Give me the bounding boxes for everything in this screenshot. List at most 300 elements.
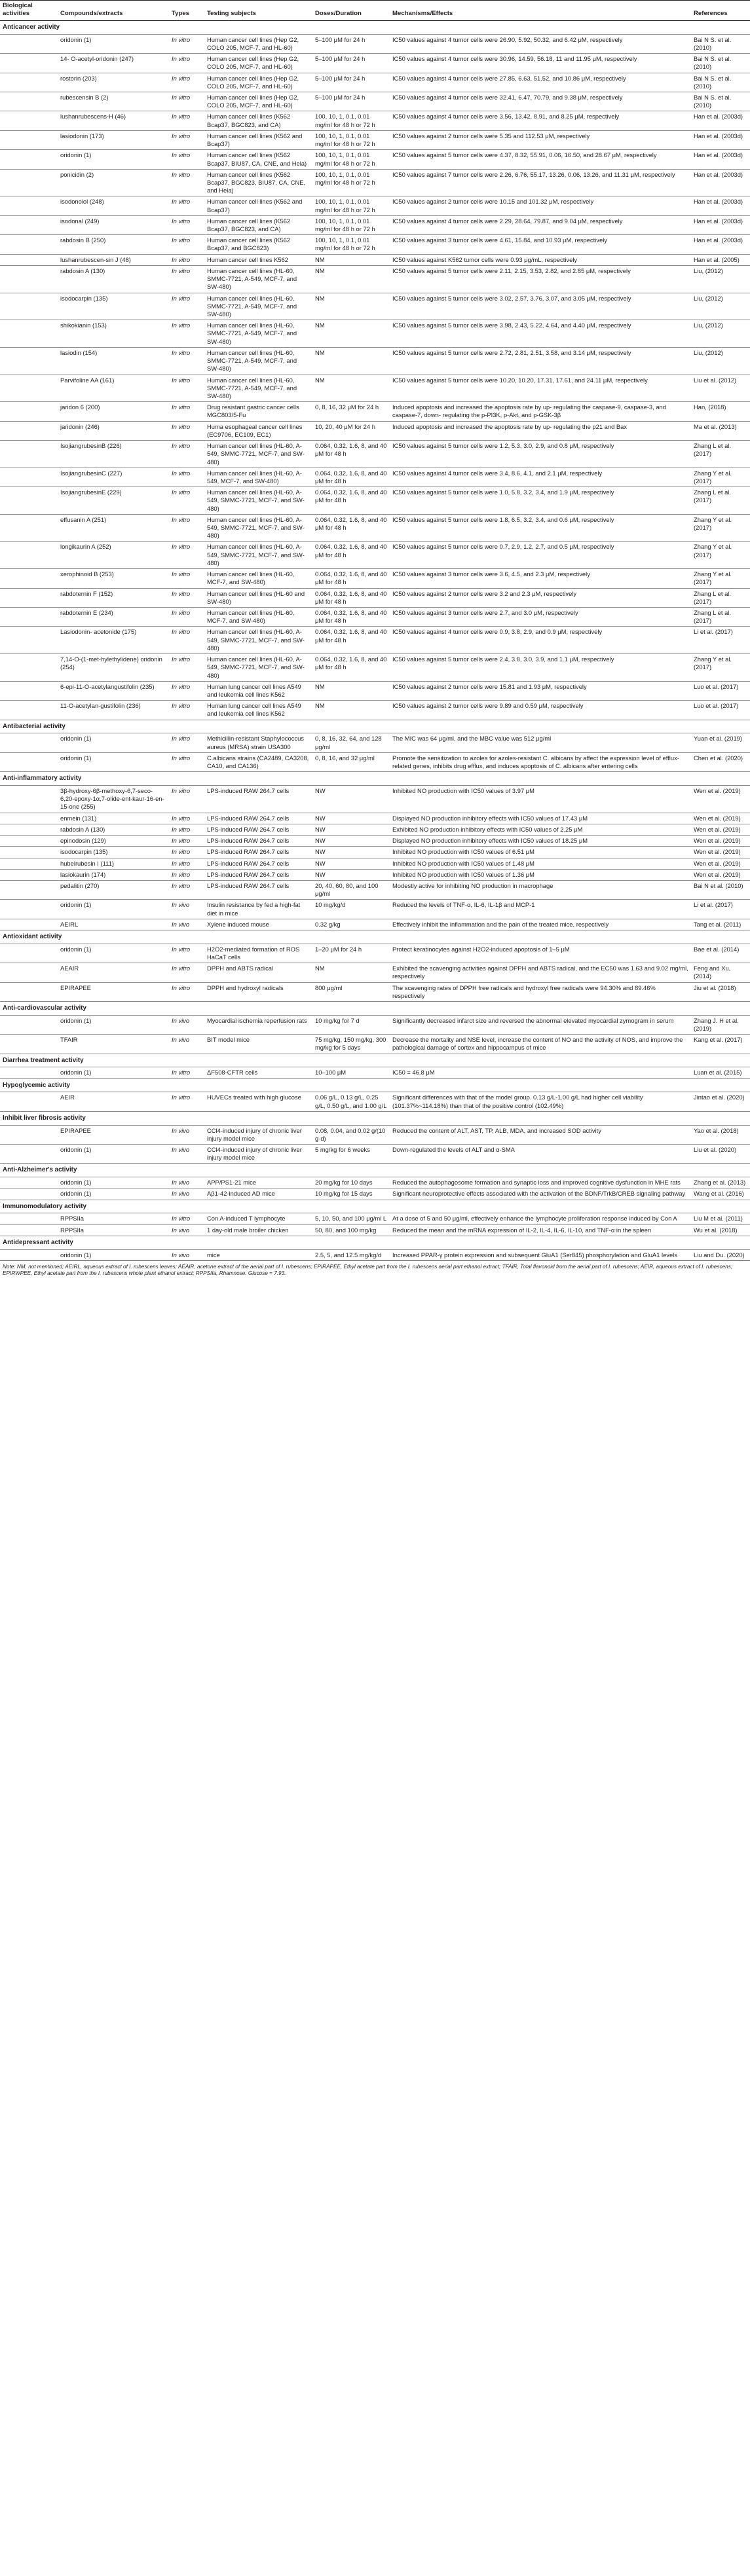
section-row [0, 1002, 750, 1016]
reference-cell: Han et al. (2003d) [691, 196, 750, 215]
activity-cell [0, 1067, 58, 1078]
section-title: Anti-Alzheimer's activity [0, 1164, 750, 1177]
mechanism-cell: IC50 values against 2 tumor cells were 5.35 and 112.53 μM, respectively [390, 130, 691, 149]
reference-cell: Han et al. (2003d) [691, 215, 750, 234]
mechanism-cell: IC50 values against 4 tumor cells were 26.90, 5.92, 50.32, and 6.42 μM, respectively [390, 34, 691, 53]
table-row [0, 982, 750, 1001]
table-row [0, 701, 750, 720]
mechanism-cell: IC50 values against 5 tumor cells were 0.7, 2.9, 1.2, 2.7, and 0.5 μM, respectively [390, 542, 691, 569]
activity-cell [0, 347, 58, 375]
table-row [0, 919, 750, 930]
testing-subject-cell: Human cancer cell lines (HL-60 and SW-480) [204, 588, 312, 607]
mechanism-cell: IC50 values against 5 tumor cells were 2.11, 2.15, 3.53, 2.82, and 2.85 μM, respectively [390, 265, 691, 293]
table-row [0, 169, 750, 196]
dose-cell: 0.064, 0.32, 1.6, 8, and 40 μM for 48 h [312, 468, 390, 487]
table-row [0, 235, 750, 254]
dose-cell: NW [312, 824, 390, 835]
compound-cell: AEAIR [58, 963, 169, 982]
compound-cell: oridonin (1) [58, 900, 169, 919]
section-title: Inhibit liver fibrosis activity [0, 1111, 750, 1125]
header-testing-subjects: Testing subjects [204, 1, 312, 21]
compound-cell: oridonin (1) [58, 752, 169, 771]
dose-cell: 20, 40, 60, 80, and 100 μg/ml [312, 880, 390, 899]
activity-cell [0, 1188, 58, 1200]
reference-cell: Liu M et al. (2011) [691, 1213, 750, 1224]
compound-cell: AEIRL [58, 919, 169, 930]
table-row [0, 654, 750, 682]
reference-cell: Wen et al. (2019) [691, 869, 750, 880]
activity-cell [0, 235, 58, 254]
type-cell: In vivo [169, 1015, 204, 1034]
header-types: Types [169, 1, 204, 21]
reference-cell: Wen et al. (2019) [691, 847, 750, 858]
activity-cell [0, 542, 58, 569]
mechanism-cell: Protect keratinocytes against H2O2-induced apoptosis of 1–5 μM [390, 944, 691, 963]
type-cell: In vitro [169, 111, 204, 130]
activity-cell [0, 813, 58, 824]
type-cell: In vitro [169, 880, 204, 899]
mechanism-cell: IC50 values against 5 tumor cells were 1.8, 6.5, 3.2, 3.4, and 0.6 μM, respectively [390, 514, 691, 542]
dose-cell: 0.32 g/kg [312, 919, 390, 930]
testing-subject-cell: Myocardial ischemia reperfusion rats [204, 1015, 312, 1034]
testing-subject-cell: C.albicans strains (CA2489, CA3208, CA10, and CA136) [204, 752, 312, 771]
activity-cell [0, 1145, 58, 1164]
table-row [0, 265, 750, 293]
type-cell: In vitro [169, 869, 204, 880]
mechanism-cell: IC50 values against 3 tumor cells were 4.61, 15.84, and 10.93 μM, respectively [390, 235, 691, 254]
activity-cell [0, 169, 58, 196]
dose-cell: 0.064, 0.32, 1.6, 8, and 40 μM for 48 h [312, 487, 390, 515]
header-mechanisms: Mechanisms/Effects [390, 1, 691, 21]
table-row [0, 441, 750, 468]
table-row [0, 542, 750, 569]
dose-cell: 0.08, 0.04, and 0.02 g/(10 g·d) [312, 1125, 390, 1144]
type-cell: In vitro [169, 254, 204, 265]
table-row [0, 752, 750, 771]
compound-cell: oridonin (1) [58, 1067, 169, 1078]
testing-subject-cell: LPS-induced RAW 264.7 cells [204, 880, 312, 899]
dose-cell: 100, 10, 1, 0.1, 0.01 mg/ml for 48 h or 72 h [312, 215, 390, 234]
mechanism-cell: IC50 values against 5 tumor cells were 2.4, 3.8, 3.0, 3.9, and 1.1 μM, respectively [390, 654, 691, 682]
type-cell: In vivo [169, 1224, 204, 1236]
mechanism-cell: The MIC was 64 μg/ml, and the MBC value was 512 μg/ml [390, 733, 691, 752]
testing-subject-cell: Human cancer cell lines (HL-60, SMMC-7721, A-549, MCF-7, and SW-480) [204, 265, 312, 293]
section-title: Antidepressant activity [0, 1236, 750, 1249]
type-cell: In vitro [169, 320, 204, 348]
activity-cell [0, 215, 58, 234]
reference-cell: Li et al. (2017) [691, 900, 750, 919]
mechanism-cell: Reduced the levels of TNF-α, IL-6, IL-1β and MCP-1 [390, 900, 691, 919]
reference-cell: Bai N S. et al. (2010) [691, 73, 750, 92]
reference-cell: Bai N S. et al. (2010) [691, 54, 750, 73]
testing-subject-cell: CCl4-induced injury of chronic liver injury model mice [204, 1125, 312, 1144]
activity-cell [0, 73, 58, 92]
dose-cell: 5, 10, 50, and 100 μg/ml L [312, 1213, 390, 1224]
table-row [0, 785, 750, 813]
reference-cell: Tang et al. (2011) [691, 919, 750, 930]
activity-cell [0, 468, 58, 487]
testing-subject-cell: Human cancer cell lines (HL-60, A-549, SMMC-7721, MCF-7, and SW-480) [204, 542, 312, 569]
compound-cell: rabdoternin F (152) [58, 588, 169, 607]
compound-cell: rubescensin B (2) [58, 92, 169, 111]
activity-cell [0, 752, 58, 771]
activity-cell [0, 1224, 58, 1236]
compound-cell: epinodosin (129) [58, 836, 169, 847]
dose-cell: 5–100 μM for 24 h [312, 34, 390, 53]
reference-cell: Wen et al. (2019) [691, 858, 750, 869]
activity-cell [0, 858, 58, 869]
testing-subject-cell: Methicillin-resistant Staphylococcus aureus (MRSA) strain USA300 [204, 733, 312, 752]
compound-cell: RPPSIIa [58, 1213, 169, 1224]
type-cell: In vitro [169, 235, 204, 254]
mechanism-cell: Inhibited NO production with IC50 values of 3.97 μM [390, 785, 691, 813]
compound-cell: 14- O-acetyl-oridonin (247) [58, 54, 169, 73]
mechanism-cell: IC50 values against 7 tumor cells were 2.26, 6.76, 55.17, 13.26, 0.06, 13.26, and 11.31 μM, respectively [390, 169, 691, 196]
mechanism-cell: Induced apoptosis and increased the apoptosis rate by up- regulating the p21 and Bax [390, 421, 691, 440]
testing-subject-cell: Human cancer cell lines (K562 Bcap37, BGC823, BIU87, CA, CNE, and Hela) [204, 169, 312, 196]
table-row [0, 54, 750, 73]
dose-cell: 20 mg/kg for 10 days [312, 1177, 390, 1188]
compound-cell: oridonin (1) [58, 733, 169, 752]
activity-cell [0, 963, 58, 982]
compound-cell: jaridonin (246) [58, 421, 169, 440]
compound-cell: oridonin (1) [58, 1015, 169, 1034]
section-title: Diarrhea treatment activity [0, 1054, 750, 1067]
testing-subject-cell: Human cancer cell lines (HL-60, A-549, SMMC-7721, MCF-7, and SW-480) [204, 441, 312, 468]
reference-cell: Han et al. (2003d) [691, 235, 750, 254]
table-row [0, 1067, 750, 1078]
mechanism-cell: Inhibited NO production with IC50 values of 1.36 μM [390, 869, 691, 880]
testing-subject-cell: H2O2-mediated formation of ROS HaCaT cells [204, 944, 312, 963]
testing-subject-cell: Human cancer cell lines (Hep G2, COLO 205, MCF-7, and HL-60) [204, 73, 312, 92]
compound-cell: EPIRAPEE [58, 982, 169, 1001]
compound-cell: rostorin (203) [58, 73, 169, 92]
type-cell: In vitro [169, 34, 204, 53]
type-cell: In vitro [169, 92, 204, 111]
reference-cell: Zhang Y et al. (2017) [691, 654, 750, 682]
compound-cell: rabdosin B (250) [58, 235, 169, 254]
dose-cell: 5–100 μM for 24 h [312, 92, 390, 111]
reference-cell: Bai N S. et al. (2010) [691, 34, 750, 53]
compound-cell: 6-epi-11-O-acetylangustifolin (235) [58, 681, 169, 700]
activity-cell [0, 785, 58, 813]
table-row [0, 320, 750, 348]
compound-cell: EPIRAPEE [58, 1125, 169, 1144]
compound-cell: longikaurin A (252) [58, 542, 169, 569]
type-cell: In vitro [169, 813, 204, 824]
reference-cell: Han et al. (2003d) [691, 150, 750, 169]
dose-cell: NW [312, 836, 390, 847]
table-row [0, 150, 750, 169]
type-cell: In vitro [169, 733, 204, 752]
reference-cell: Zhang Y et al. (2017) [691, 542, 750, 569]
dose-cell: 10 mg/kg for 7 d [312, 1015, 390, 1034]
reference-cell: Wen et al. (2019) [691, 836, 750, 847]
activity-cell [0, 150, 58, 169]
testing-subject-cell: Human cancer cell lines (K562 Bcap37, and BGC823) [204, 235, 312, 254]
compound-cell: pedalitin (270) [58, 880, 169, 899]
mechanism-cell: IC50 values against 4 tumor cells were 3.4, 8.6, 4.1, and 2.1 μM, respectively [390, 468, 691, 487]
table-row [0, 1188, 750, 1200]
compound-cell: lasiodin (154) [58, 347, 169, 375]
reference-cell: Luo et al. (2017) [691, 701, 750, 720]
activity-cell [0, 869, 58, 880]
activity-cell [0, 836, 58, 847]
activity-cell [0, 1177, 58, 1188]
dose-cell: 0, 8, 16, and 32 μg/ml [312, 752, 390, 771]
mechanism-cell: IC50 values against 5 tumor cells were 2.72, 2.81, 2.51, 3.58, and 3.14 μM, respectively [390, 347, 691, 375]
table-row [0, 608, 750, 627]
type-cell: In vitro [169, 347, 204, 375]
type-cell: In vitro [169, 73, 204, 92]
activity-cell [0, 514, 58, 542]
mechanism-cell: IC50 values against 3 tumor cells were 2.7, and 3.0 μM, respectively [390, 608, 691, 627]
reference-cell: Bai N et al. (2010) [691, 880, 750, 899]
activity-cell [0, 627, 58, 654]
table-row [0, 588, 750, 607]
dose-cell: 10 mg/kg for 15 days [312, 1188, 390, 1200]
compound-cell: Lasiodonin- acetonide (175) [58, 627, 169, 654]
reference-cell: Liu, (2012) [691, 320, 750, 348]
type-cell: In vitro [169, 701, 204, 720]
mechanism-cell: Modestly active for inhibiting NO production in macrophage [390, 880, 691, 899]
reference-cell: Feng and Xu, (2014) [691, 963, 750, 982]
dose-cell: 100, 10, 1, 0.1, 0.01 mg/ml for 48 h or 72 h [312, 111, 390, 130]
testing-subject-cell: BIT model mice [204, 1035, 312, 1054]
mechanism-cell: IC50 values against 3 tumor cells were 3.6, 4.5, and 2.3 μM, respectively [390, 569, 691, 588]
type-cell: In vitro [169, 785, 204, 813]
testing-subject-cell: Human cancer cell lines (HL-60, A-549, SMMC-7721, MCF-7, and SW-480) [204, 654, 312, 682]
dose-cell: 100, 10, 1, 0.1, 0.01 mg/ml for 48 h or 72 h [312, 196, 390, 215]
table-row [0, 215, 750, 234]
compound-cell: oridonin (1) [58, 34, 169, 53]
dose-cell: NM [312, 347, 390, 375]
compound-cell: Parvifoline AA (161) [58, 375, 169, 402]
type-cell: In vitro [169, 982, 204, 1001]
type-cell: In vitro [169, 944, 204, 963]
compound-cell: TFAIR [58, 1035, 169, 1054]
type-cell: In vitro [169, 847, 204, 858]
mechanism-cell: Decrease the mortality and NSE level, increase the content of NO and the activity of NOS, and improve the pathological damage of cortex and hippocampus of mice [390, 1035, 691, 1054]
section-title: Hypoglycemic activity [0, 1078, 750, 1092]
testing-subject-cell: LPS-induced RAW 264.7 cells [204, 858, 312, 869]
activity-cell [0, 487, 58, 515]
mechanism-cell: Exhibited the scavenging activities against DPPH and ABTS radical, and the EC50 was 1.63 and 9.02 mg/ml, respectively [390, 963, 691, 982]
dose-cell: 0.064, 0.32, 1.6, 8, and 40 μM for 48 h [312, 441, 390, 468]
type-cell: In vitro [169, 215, 204, 234]
dose-cell: 0, 8, 16, 32 μM for 24 h [312, 402, 390, 421]
mechanism-cell: At a dose of 5 and 50 μg/ml, effectively enhance the lymphocyte proliferation response induced by Con A [390, 1213, 691, 1224]
activity-cell [0, 982, 58, 1001]
type-cell: In vitro [169, 150, 204, 169]
testing-subject-cell: CCl4-induced injury of chronic liver injury model mice [204, 1145, 312, 1164]
mechanism-cell: IC50 values against 5 tumor cells were 3.02, 2.57, 3.76, 3.07, and 3.05 μM, respectively [390, 293, 691, 320]
table-row [0, 130, 750, 149]
type-cell: In vitro [169, 824, 204, 835]
table-row [0, 1035, 750, 1054]
mechanism-cell: IC50 values against 5 tumor cells were 3.98, 2.43, 5.22, 4.64, and 4.40 μM, respectively [390, 320, 691, 348]
activity-cell [0, 441, 58, 468]
type-cell: In vitro [169, 627, 204, 654]
dose-cell: 0.064, 0.32, 1.6, 8, and 40 μM for 48 h [312, 654, 390, 682]
compound-cell: lushanrubescens-H (46) [58, 111, 169, 130]
compound-cell: 11-O-acetylan-gustifolin (236) [58, 701, 169, 720]
reference-cell: Liu, (2012) [691, 265, 750, 293]
dose-cell: 100, 10, 1, 0.1, 0.01 mg/ml for 48 h or 72 h [312, 235, 390, 254]
dose-cell: 100, 10, 1, 0.1, 0.01 mg/ml for 48 h or 72 h [312, 130, 390, 149]
testing-subject-cell: Human cancer cell lines (HL-60, A-549, SMMC-7721, MCF-7, and SW-480) [204, 627, 312, 654]
activity-cell [0, 375, 58, 402]
compound-cell: xerophinoid B (253) [58, 569, 169, 588]
type-cell: In vitro [169, 1092, 204, 1111]
type-cell: In vitro [169, 54, 204, 73]
type-cell: In vitro [169, 468, 204, 487]
reference-cell: Zhang et al. (2013) [691, 1177, 750, 1188]
table-row [0, 514, 750, 542]
testing-subject-cell: Aβ1-42-induced AD mice [204, 1188, 312, 1200]
section-row [0, 772, 750, 786]
table-row [0, 627, 750, 654]
mechanism-cell: IC50 values against 4 tumor cells were 32.41, 6.47, 70.79, and 9.38 μM, respectively [390, 92, 691, 111]
compound-cell: IsojiangrubesinC (227) [58, 468, 169, 487]
type-cell: In vitro [169, 375, 204, 402]
reference-cell: Ma et al. (2013) [691, 421, 750, 440]
dose-cell: 0.06 g/L, 0.13 g/L, 0.25 g/L, 0.50 g/L, and 1.00 g/L [312, 1092, 390, 1111]
testing-subject-cell: Human cancer cell lines (HL-60, SMMC-7721, A-549, MCF-7, and SW-480) [204, 347, 312, 375]
mechanism-cell: IC50 values against 4 tumor cells were 27.85, 6.63, 51.52, and 10.86 μM, respectively [390, 73, 691, 92]
mechanism-cell: IC50 = 46.8 μM [390, 1067, 691, 1078]
reference-cell: Han et al. (2003d) [691, 111, 750, 130]
dose-cell: NW [312, 858, 390, 869]
testing-subject-cell: LPS-induced RAW 264.7 cells [204, 824, 312, 835]
section-row [0, 930, 750, 944]
mechanism-cell: Reduced the mean and the mRNA expression of IL-2, IL-4, IL-6, IL-10, and TNF-α in the spleen [390, 1224, 691, 1236]
type-cell: In vivo [169, 900, 204, 919]
reference-cell: Yuan et al. (2019) [691, 733, 750, 752]
type-cell: In vitro [169, 963, 204, 982]
dose-cell: NW [312, 847, 390, 858]
table-row [0, 347, 750, 375]
compound-cell: rabdosin A (130) [58, 824, 169, 835]
activities-table [0, 0, 750, 1261]
type-cell: In vitro [169, 1213, 204, 1224]
type-cell: In vivo [169, 1177, 204, 1188]
mechanism-cell: IC50 values against 2 tumor cells were 3.2 and 2.3 μM, respectively [390, 588, 691, 607]
activity-cell [0, 254, 58, 265]
table-row [0, 1177, 750, 1188]
section-row [0, 1054, 750, 1067]
activity-cell [0, 293, 58, 320]
testing-subject-cell: Human lung cancer cell lines A549 and leukemia cell lines K562 [204, 681, 312, 700]
mechanism-cell: Reduced the autophagosome formation and synaptic loss and improved cognitive dysfunction in MHE rats [390, 1177, 691, 1188]
dose-cell: NM [312, 963, 390, 982]
dose-cell: 50, 80, and 100 mg/kg [312, 1224, 390, 1236]
testing-subject-cell: Human cancer cell lines (K562 and Bcap37) [204, 130, 312, 149]
dose-cell: 0.064, 0.32, 1.6, 8, and 40 μM for 48 h [312, 608, 390, 627]
reference-cell: Wen et al. (2019) [691, 785, 750, 813]
dose-cell: 100, 10, 1, 0.1, 0.01 mg/ml for 48 h or 72 h [312, 150, 390, 169]
testing-subject-cell: Human cancer cell lines (K562 Bcap37, BIU87, CA, CNE, and Hela) [204, 150, 312, 169]
header-compounds: Compounds/extracts [58, 1, 169, 21]
activity-cell [0, 130, 58, 149]
table-row [0, 1224, 750, 1236]
activity-cell [0, 880, 58, 899]
mechanism-cell: IC50 values against 4 tumor cells were 2.29, 28.64, 79.87, and 9.04 μM, respectively [390, 215, 691, 234]
type-cell: In vivo [169, 1145, 204, 1164]
dose-cell: NM [312, 681, 390, 700]
dose-cell: 10 mg/kg/d [312, 900, 390, 919]
table-row [0, 92, 750, 111]
compound-cell: oridonin (1) [58, 150, 169, 169]
reference-cell: Zhang L et al. (2017) [691, 441, 750, 468]
mechanism-cell: Reduced the content of ALT, AST, TP, ALB, MDA, and increased SOD activity [390, 1125, 691, 1144]
testing-subject-cell: DPPH and hydroxyl radicals [204, 982, 312, 1001]
testing-subject-cell: Xylene induced mouse [204, 919, 312, 930]
activity-cell [0, 92, 58, 111]
reference-cell: Kang et al. (2017) [691, 1035, 750, 1054]
testing-subject-cell: Human cancer cell lines (K562 Bcap37, BGC823, and CA) [204, 111, 312, 130]
compound-cell: lasiodonin (173) [58, 130, 169, 149]
dose-cell: 100, 10, 1, 0.1, 0.01 mg/ml for 48 h or 72 h [312, 169, 390, 196]
mechanism-cell: Increased PPAR-γ protein expression and subsequent GluA1 (Ser845) phosphorylation and GluA1 levels [390, 1249, 691, 1260]
reference-cell: Zhang L et al. (2017) [691, 588, 750, 607]
reference-cell: Jiu et al. (2018) [691, 982, 750, 1001]
type-cell: In vitro [169, 608, 204, 627]
compound-cell: shikokianin (153) [58, 320, 169, 348]
type-cell: In vitro [169, 836, 204, 847]
section-title: Immunomodulatory activity [0, 1200, 750, 1213]
type-cell: In vitro [169, 858, 204, 869]
mechanism-cell: Promote the sensitization to azoles for azoles-resistant C. albicans by affect the expression level of efflux-related genes, inhibits drug efflux, and induces apoptosis of C. albicans after entering cells [390, 752, 691, 771]
reference-cell: Chen et al. (2020) [691, 752, 750, 771]
mechanism-cell: IC50 values against 2 tumor cells were 10.15 and 101.32 μM, respectively [390, 196, 691, 215]
type-cell: In vivo [169, 1188, 204, 1200]
section-title: Antibacterial activity [0, 720, 750, 733]
table-body [0, 20, 750, 1260]
dose-cell: NW [312, 785, 390, 813]
reference-cell: Wen et al. (2019) [691, 813, 750, 824]
activity-cell [0, 320, 58, 348]
dose-cell: 5–100 μM for 24 h [312, 73, 390, 92]
reference-cell: Liu et al. (2012) [691, 375, 750, 402]
compound-cell: oridonin (1) [58, 1249, 169, 1260]
compound-cell: isodonoiol (248) [58, 196, 169, 215]
testing-subject-cell: Human cancer cell lines (HL-60, A-549, SMMC-7721, MCF-7, and SW-480) [204, 487, 312, 515]
section-row [0, 1236, 750, 1249]
table-row [0, 869, 750, 880]
table-header-row [0, 1, 750, 21]
activity-cell [0, 196, 58, 215]
mechanism-cell: IC50 values against 2 tumor cells were 9.89 and 0.59 μM, respectively [390, 701, 691, 720]
section-row [0, 720, 750, 733]
reference-cell: Han et al. (2003d) [691, 169, 750, 196]
section-title: Antioxidant activity [0, 930, 750, 944]
testing-subject-cell: Human cancer cell lines (Hep G2, COLO 205, MCF-7, and HL-60) [204, 34, 312, 53]
section-row [0, 1078, 750, 1092]
compound-cell: isodocarpin (135) [58, 293, 169, 320]
reference-cell: Liu and Du. (2020) [691, 1249, 750, 1260]
table-row [0, 487, 750, 515]
reference-cell: Luo et al. (2017) [691, 681, 750, 700]
mechanism-cell: IC50 values against 5 tumor cells were 4.37, 8.32, 55.91, 0.06, 16.50, and 28.67 μM, respectively [390, 150, 691, 169]
testing-subject-cell: Human cancer cell lines (HL-60, MCF-7, and SW-480) [204, 569, 312, 588]
type-cell: In vitro [169, 265, 204, 293]
table-row [0, 402, 750, 421]
testing-subject-cell: LPS-induced RAW 264.7 cells [204, 785, 312, 813]
activity-cell [0, 111, 58, 130]
reference-cell: Han et al. (2005) [691, 254, 750, 265]
type-cell: In vitro [169, 569, 204, 588]
